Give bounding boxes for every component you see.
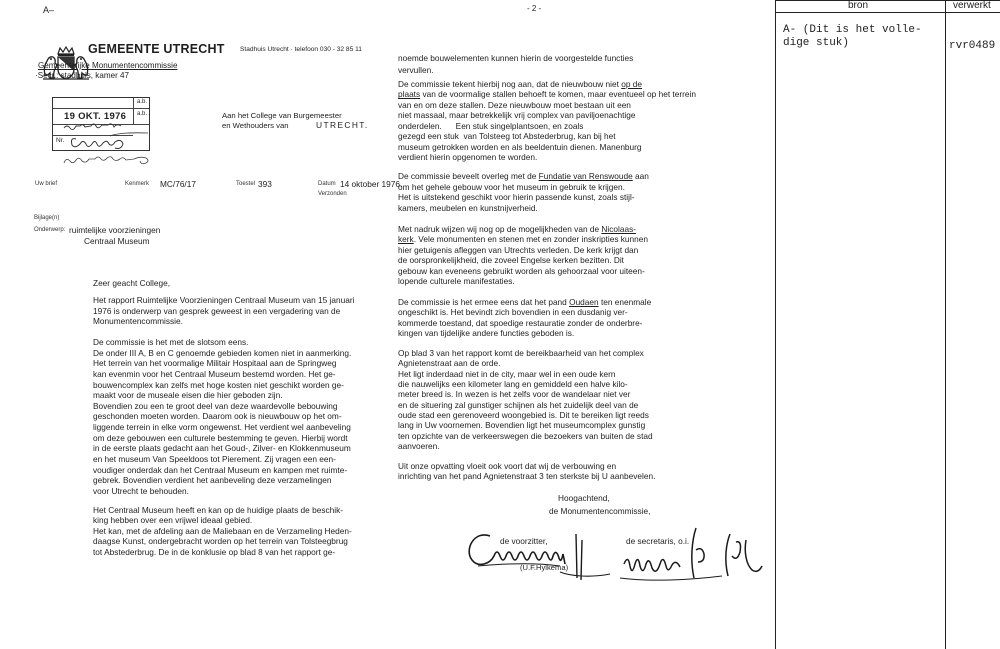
text-line: Het terrein van het voormalige Militair Hospitaal aan de Springweg — [93, 358, 337, 369]
text-line: inrichting van het pand Agnietenstraat 3 ten sterkste bij U aanbevelen. — [398, 471, 656, 482]
underlined-text: Oudaen — [569, 297, 599, 307]
text-line: ten opzichte van de verkeerswegen die bezoekers van buiten de stad — [398, 430, 653, 441]
text-line: lang in Uw voornemen. Bovendien ligt het museumcomplex gunstig — [398, 420, 646, 431]
text-line: gebouw kan eveneens gebruikt worden als gehoorzaal voor uiteen- — [398, 265, 645, 276]
underlined-text: op de — [621, 79, 642, 89]
text-line: de oorspronkelijkheid, die zoveel Engelse kerken bezitten. Dit — [398, 255, 624, 266]
salutation: Zeer geacht College, — [93, 278, 171, 288]
text-line: ongeschikt is. Het bevindt zich bovendien in een dusdanig ver- — [398, 307, 628, 318]
letterhead-secretariat: ·Secr.: stadhuis, kamer 47 — [35, 71, 130, 80]
text-line: Het kan, met de afdeling aan de Maliebaan en de Verzameling Heden- — [93, 525, 352, 536]
subject-line-1: ruimtelijke voorzieningen — [69, 225, 161, 235]
text-line: Agnietenstraat aan de orde. — [398, 358, 501, 369]
text-line: Bovendien zou een te groot deel van deze waardevolle bebouwing — [93, 400, 338, 411]
text-line: Het rapport Ruimtelijke Voorzieningen Centraal Museum van 15 januari — [93, 295, 355, 305]
chairman-signature — [469, 535, 565, 564]
text-line: De commissie is het met de slotsom eens. — [93, 337, 249, 347]
text-line: kan evenmin voor het Centraal Museum bestemd worden. Het ge- — [93, 368, 336, 379]
uw-brief-label: Uw brief — [35, 181, 58, 187]
toestel-label: Toestel — [236, 181, 256, 187]
text-segment: . Vele monumenten en stenen met en zonder inskripties kunnen — [413, 234, 648, 245]
page-number: - 2 - — [527, 4, 542, 13]
text-line — [398, 79, 696, 89]
text-line: niet massaal, maar betrekkelijk vrij complex van paviljoenachtige — [398, 110, 636, 121]
text-line: bouwencomplex kan zelfs met hoge kosten niet geschikt worden ge- — [93, 379, 344, 390]
verwerkt-cell: rvr0489 — [949, 40, 996, 52]
underlined-text: Nicolaas- — [601, 224, 636, 234]
text-segment: Met nadruk wijzen wij nog op de mogelijkheden van de — [398, 224, 602, 234]
text-segment: aan — [632, 171, 649, 181]
text-line: geschonden moeten worden. Daarom ook is nieuwbouw op het om- — [93, 411, 342, 422]
text-line: om het gehele gebouw voor het museum in gebruik te krijgen. — [398, 181, 625, 192]
text-line: Het Centraal Museum heeft en kan op de huidige plaats de beschik- — [93, 505, 343, 515]
text-line: De onder III A, B en C genoemde gebieden komen niet in aanmerking. — [93, 347, 352, 358]
paragraph — [398, 348, 653, 451]
chairman-label: de voorzitter, — [500, 536, 548, 546]
subject-line-2: Centraal Museum — [84, 236, 150, 246]
text-line — [398, 89, 696, 99]
closing-greeting: Hoogachtend, — [558, 493, 610, 503]
text-segment: De commissie tekent hierbij nog aan, dat de nieuwbouw niet — [398, 79, 622, 89]
text-line: vervullen. — [398, 64, 434, 75]
text-line: maakt voor de museale eisen die hier geboden zijn. — [93, 390, 283, 401]
text-segment: van de voormalige stallen behoeft te komen, maar eventueel op het terrein — [420, 89, 696, 100]
text-segment: ten enenmale — [598, 297, 652, 307]
underlined-text: Fundatie van Renswoude — [538, 171, 633, 181]
kenmerk-value: MC/76/17 — [160, 179, 196, 189]
text-line: Monumentencommissie. — [93, 316, 183, 327]
text-line — [398, 171, 649, 182]
utrecht-coat-of-arms-logo — [32, 27, 82, 63]
verzonden-label: Verzonden — [318, 191, 347, 197]
table-divider-left — [775, 0, 776, 649]
text-line: tot Abstederbrug. De in de konklusie op blad 8 van het rapport ge- — [93, 546, 336, 557]
table-divider-middle — [945, 0, 946, 649]
text-line: daagse Kunst, ondergebracht worden op het terrein van Tolsteegbrug — [93, 536, 348, 547]
text-line: Uit onze opvatting vloeit ook voort dat wij de verbouwing en — [398, 461, 617, 471]
page-mark-top-left: A– — [43, 5, 55, 15]
text-line: oude stad een gerenoveerd woongebied is. Dit te bereiken ligt reeds — [398, 410, 649, 421]
text-line: gezegd een stuk van Tolsteeg tot Abstederbrug, kan bij het — [398, 131, 616, 142]
column-header-verwerkt: verwerkt — [953, 0, 991, 11]
underlined-text: kerk — [398, 234, 414, 245]
text-line: liggende terrein in elke vorm ongewenst. Het verdient wel aanbeveling — [93, 422, 351, 433]
text-line — [398, 234, 648, 244]
letterhead-address: Stadhuis Utrecht · telefoon 030 - 32 85 11 — [240, 46, 362, 53]
paragraph — [93, 337, 351, 497]
text-line: aanvoeren. — [398, 441, 440, 452]
addressee-city: UTRECHT. — [316, 120, 369, 130]
text-line: en het museum Van Speeldoos tot Pierement. Zij vragen een een- — [93, 454, 336, 465]
paragraph — [398, 224, 648, 287]
text-line: noemde bouwelementen kunnen hierin de voorgestelde functies — [398, 53, 634, 63]
text-line: verdient hierin opgenomen te worden. — [398, 152, 538, 163]
text-line: voor Utrecht te behouden. — [93, 485, 189, 496]
datum-value: 14 oktober 1976. — [340, 179, 403, 189]
addressee-line-1: Aan het College van Burgemeester — [222, 111, 342, 120]
bron-cell-line-1: A- (Dit is het volle- — [783, 24, 922, 36]
stamp-date: 19 OKT. 1976 — [64, 111, 127, 122]
text-line: onderdelen. Een stuk singelplantsoen, en zoals — [398, 120, 584, 131]
signatures — [460, 520, 776, 592]
text-line: museum getrokken worden en als beeldentuin dienen. Manenburg — [398, 141, 642, 152]
handwritten-annotation-scribble — [50, 95, 180, 175]
text-line — [398, 224, 648, 234]
letterhead-committee: Gemeentelijke Monumentencommissie — [38, 61, 178, 70]
closing-committee: de Monumentencommissie, — [549, 506, 651, 516]
text-line: voudiger onderdak dan het Centraal Museum en kampen met ruimte- — [93, 464, 348, 475]
text-line: hier getuigenis afleggen van Utrechts verleden. De kerk krijgt dan — [398, 244, 639, 255]
paragraph — [398, 79, 696, 163]
kenmerk-label: Kenmerk — [125, 181, 150, 187]
text-line: lopende culturele manifestaties. — [398, 276, 515, 287]
bijlagen-label: Bijlage(n) — [34, 215, 60, 221]
text-line: van en om deze stallen. Deze nieuwbouw moet bestaan uit een — [398, 99, 631, 110]
text-line: kommerde toestand, dat spoedige restauratie zonder de onderbre- — [398, 317, 643, 328]
text-line: om deze gebouwen een culturele bestemming te geven. Hierbij wordt — [93, 432, 348, 443]
column-header-bron: bron — [848, 0, 869, 11]
table-header-rule — [776, 12, 1000, 13]
underlined-text: plaats — [398, 89, 421, 100]
text-line: die nauwelijks een kilometer lang en gemiddeld een halve kilo- — [398, 379, 628, 390]
text-line: Het is uitstekend geschikt voor hierin passende kunst, zoals stijl- — [398, 192, 635, 203]
paragraph — [93, 295, 355, 327]
paragraph — [398, 461, 655, 482]
secretary-signature — [624, 528, 704, 578]
text-line: in de eerste plaats gedacht aan het Goud-, Zilver- en Klokkenmuseum — [93, 443, 351, 454]
text-line: Op blad 3 van het rapport komt de bereikbaarheid van het complex — [398, 348, 644, 358]
text-segment: De commissie is het ermee eens dat het pand — [398, 297, 570, 307]
paragraph — [398, 53, 633, 76]
stamp-ab-label: a.b. — [137, 111, 148, 117]
text-line: gebrek. Bovendien verdient het aanbeveling deze verzamelingen — [93, 475, 332, 486]
paragraph — [93, 505, 352, 557]
onderwerp-label: Onderwerp: — [34, 227, 66, 233]
paragraph — [398, 297, 651, 339]
text-line: 1976 is onderwerp van gesprek geweest in een vergadering van de — [93, 305, 341, 316]
text-line: Het ligt inderdaad niet in de city, maar wel in een oude kern — [398, 368, 616, 379]
bron-cell-line-2: dige stuk) — [783, 37, 850, 49]
paragraph — [398, 171, 649, 213]
text-segment: De commissie beveelt overleg met de — [398, 171, 539, 181]
toestel-value: 393 — [258, 179, 272, 189]
chairman-name: (U.F.Hylkema) — [520, 563, 569, 572]
secretary-label: de secretaris, o.i. — [626, 536, 690, 546]
stamp-nr-label: Nr. — [56, 137, 65, 144]
text-line: meter breed is. In wezen is het zelfs voor de wandelaar niet ver — [398, 389, 631, 400]
letterhead-org-name: GEMEENTE UTRECHT — [88, 42, 225, 56]
text-line: kamers, meubelen en kunstnijverheid. — [398, 202, 538, 213]
text-line: kingen van tijdelijke andere functies geboden is. — [398, 328, 575, 339]
addressee-line-2: en Wethouders van — [222, 121, 289, 130]
text-line — [398, 297, 651, 307]
datum-label: Datum — [318, 181, 336, 187]
text-line: en de situering zal gunstiger schijnen als het zuidelijk deel van de — [398, 399, 639, 410]
stamp-ab-label: a.b. — [137, 99, 148, 105]
text-line: king hebben over een vrijwel ideaal gebied. — [93, 515, 253, 526]
